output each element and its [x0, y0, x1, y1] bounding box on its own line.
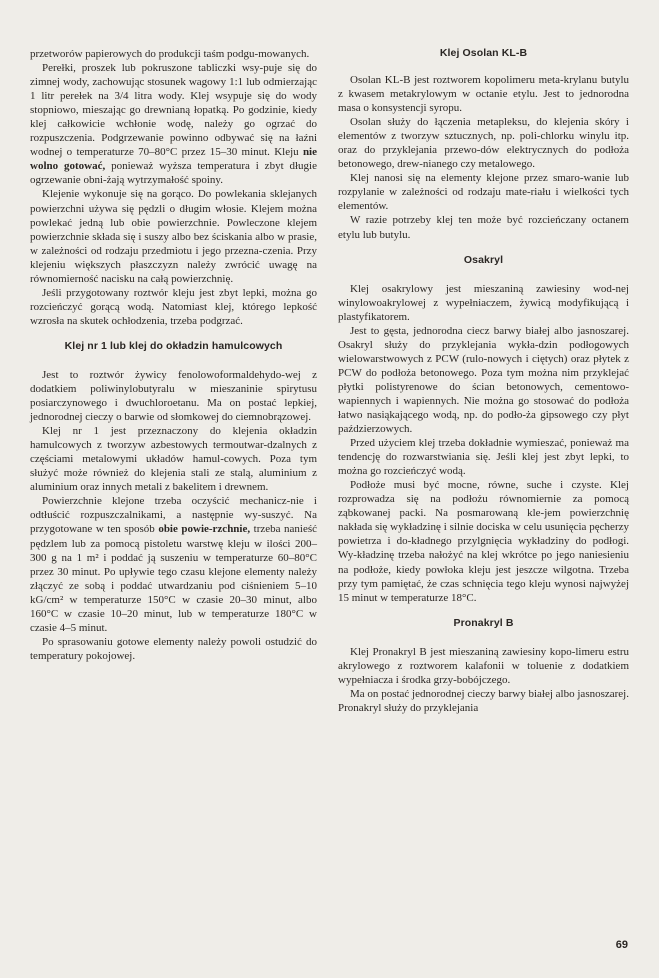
paragraph — [30, 494, 317, 634]
paragraph — [338, 282, 629, 324]
paragraph — [30, 47, 317, 61]
text-run: Klej nr 1 jest przeznaczony do klejenia okładzin hamulcowych z tworzyw azbestowych termoutwar-dzalnych z częściami metalowymi układów hamul-cowych. Poza tym służyć może również do klejenia stali ze stalą, aluminium z aluminium oraz innych metali z bakelitem i drewnem. — [30, 425, 317, 494]
paragraph — [338, 73, 629, 115]
paragraph — [30, 424, 317, 494]
paragraph — [338, 645, 629, 687]
paragraph — [30, 368, 317, 424]
paragraph — [338, 213, 629, 241]
section-heading: Pronakryl B — [453, 616, 514, 629]
paragraph — [338, 478, 629, 604]
paragraph — [338, 324, 629, 436]
text-run: ponieważ wyższa temperatura i zbyt długie ogrzewanie obni-żają wytrzymałość spoiny. — [30, 160, 317, 187]
section-heading: Klej Osolan KL-B — [439, 47, 528, 59]
left-column — [30, 47, 317, 663]
text-run: Po sprasowaniu gotowe elementy należy powoli ostudzić do temperatury pokojowej. — [30, 635, 317, 662]
section-heading: Klej nr 1 lub klej do okładzin hamulcowych — [64, 339, 283, 352]
text-run: trzeba nanieść pędzlem lub za pomocą pistoletu warstwę kleju w ilości 200–300 g na 1 m² i poddać ją suszeniu w temperaturze 60–80°C przez 30 minut. Po upływie tego czasu klejone elementy należy złączyć ze sobą i poddać utwardzaniu pod ciśnieniem 5–10 kG/cm² w temperaturze 150°C w czasie 20–30 minut, albo 160°C w czasie 10–20 minut, lub w temperaturze 180°C w czasie 4–5 minut. — [30, 523, 317, 634]
text-run: przetworów papierowych do produkcji taśm podgu-mowanych. — [30, 48, 310, 60]
paragraph — [30, 286, 317, 328]
text-run: Ma on postać jednorodnej cieczy barwy białej albo jasnoszarej. Pronakryl służy do przyklejania — [338, 687, 629, 714]
text-run: Klej nanosi się na elementy klejone przez smaro-wanie lub rozpylanie w zależności od rodzaju mate-riału i wielkości tych elementów. — [338, 172, 629, 213]
bold-text-run: obie powie-rzchnie, — [158, 523, 251, 536]
bold-text-run: nie wolno gotować, — [30, 146, 317, 173]
paragraph — [30, 187, 317, 285]
paragraph — [338, 687, 629, 715]
text-run: Podłoże musi być mocne, równe, suche i czyste. Klej rozprowadza się na podłożu równomiernie za pomocą ząbkowanej packi. Na posmarowaną kle-jem powierzchnię nakłada się wykładzinę i silnie dociska w celu usunięcia pęcherzy powietrza i do-kładnego przylgnięcia wykładziny do podłogi. Wy-kładzinę trzeba nałożyć na klej wkrótce po jego naniesieniu na podłoże, kiedy powłoka kleju jest jeszcze wilgotna. Trzeba przy tym pamiętać, że czas schnięcia tego kleju wynosi najwyżej 15 minut w temperaturze 18°C. — [338, 479, 629, 604]
text-run: W razie potrzeby klej ten może być rozcieńczany octanem etylu lub butylu. — [338, 214, 629, 241]
text-run: Osolan służy do łączenia metapleksu, do klejenia skóry i elementów z tworzyw sztucznych, np. poli-chlorku winylu itp. oraz do przyklejania przewo-dów elektrycznych do podłoża betonowego, drew-nianego czy metalowego. — [338, 116, 629, 171]
text-run: Klej Pronakryl B jest mieszaniną zawiesiny kopo-limeru estru akrylowego z roztworem kalafonii w toluenie z dodatkiem wypełniacza i środka grzy-bobójczego. — [338, 645, 629, 686]
text-run: Osolan KL-B jest roztworem kopolimeru meta-krylanu butylu z kwasem metakrylowym w octanie etylu. Jest to jednorodna masa o konsystencji syropu. — [338, 74, 629, 115]
text-run: Jeśli przygotowany roztwór kleju jest zbyt lepki, można go rozcieńczyć gorącą wodą. Natomiast klej, którego lepkość wzrosła na skutek ochłodzenia, trzeba podgrzać. — [30, 286, 317, 327]
right-column — [338, 47, 629, 715]
paragraph — [30, 635, 317, 663]
text-run: Jest to gęsta, jednorodna ciecz barwy białej albo jasnoszarej. Osakryl służy do przyklejania wykła-dzin podłogowych wielowarstwowych z PCW (rulo-nowych i ciętych) oraz płytek z PCW do podłoża betonowego. Poza tym można nim przyklejać płytki polistyrenowe do ścian betonowych, cementowo-wapiennych i wapiennych. Nie można go stosować do podłoża łatwo nasiąkającego wodą, np. do podło-ża gipsowego czy płyt paździerzowych. — [338, 324, 629, 436]
section-heading: Osakryl — [463, 253, 504, 266]
text-run: Klej osakrylowy jest mieszaniną zawiesiny wod-nej winylowoakrylowej z wypełniaczem, żywicą modyfikującą i plastyfikatorem. — [338, 282, 629, 323]
text-run: Klejenie wykonuje się na gorąco. Do powlekania sklejanych powierzchni używa się pędzli o długim włosie. Klejem można powlekać jedną lub obie powierzchnie. Powleczone klejem powierzchnie składa się i suszy albo bez ściskania albo w prasie, w zależności od rodzaju przedmiotu i jego przezna-czenia. Przy klejeniu większych płaszczyzn należy zwrócić uwagę na równomierność nacisku na całą powierzchnię. — [30, 188, 317, 285]
paragraph — [338, 436, 629, 478]
page-number: 69 — [615, 939, 628, 951]
text-run: Jest to roztwór żywicy fenolowoformaldehydo-wej z dodatkiem poliwinylobutyralu w mieszaninie spirytusu posiarczynowego i dwuchloroetanu. Ma on postać lepkiej, jednorodnej cieczy o barwie od słomkowej do ciemnobrązowej. — [30, 368, 317, 424]
text-run: Perełki, proszek lub pokruszone tabliczki wsy-puje się do zimnej wody, zachowując stosunek wagowy 1:1 lub odmierzając 1 litr perełek na 3/4 litra wody. Klej wsypuje się do wody stopniowo, mieszając go drewnianą łopatką. Po godzinie, kiedy klej całkowicie wchłonie wodę, należy go ogrzać do rozpuszczenia. Podgrzewanie powinno odbywać się na łaźni wodnej o temperaturze 70–80°C przez 15–30 minut. Kleju — [30, 62, 317, 159]
paragraph — [338, 171, 629, 213]
paragraph — [338, 115, 629, 171]
text-run: Powierzchnie klejone trzeba oczyścić mechanicz-nie i odtłuścić rozpuszczalnikami, a następnie wy-suszyć. Na przygotowane w ten sposób — [30, 495, 317, 536]
text-run: Przed użyciem klej trzeba dokładnie wymieszać, ponieważ ma tendencję do rozwarstwiania się. Jeśli klej jest zbyt lepki, to można go rozcieńczyć wodą. — [338, 437, 629, 478]
paragraph — [30, 61, 317, 187]
